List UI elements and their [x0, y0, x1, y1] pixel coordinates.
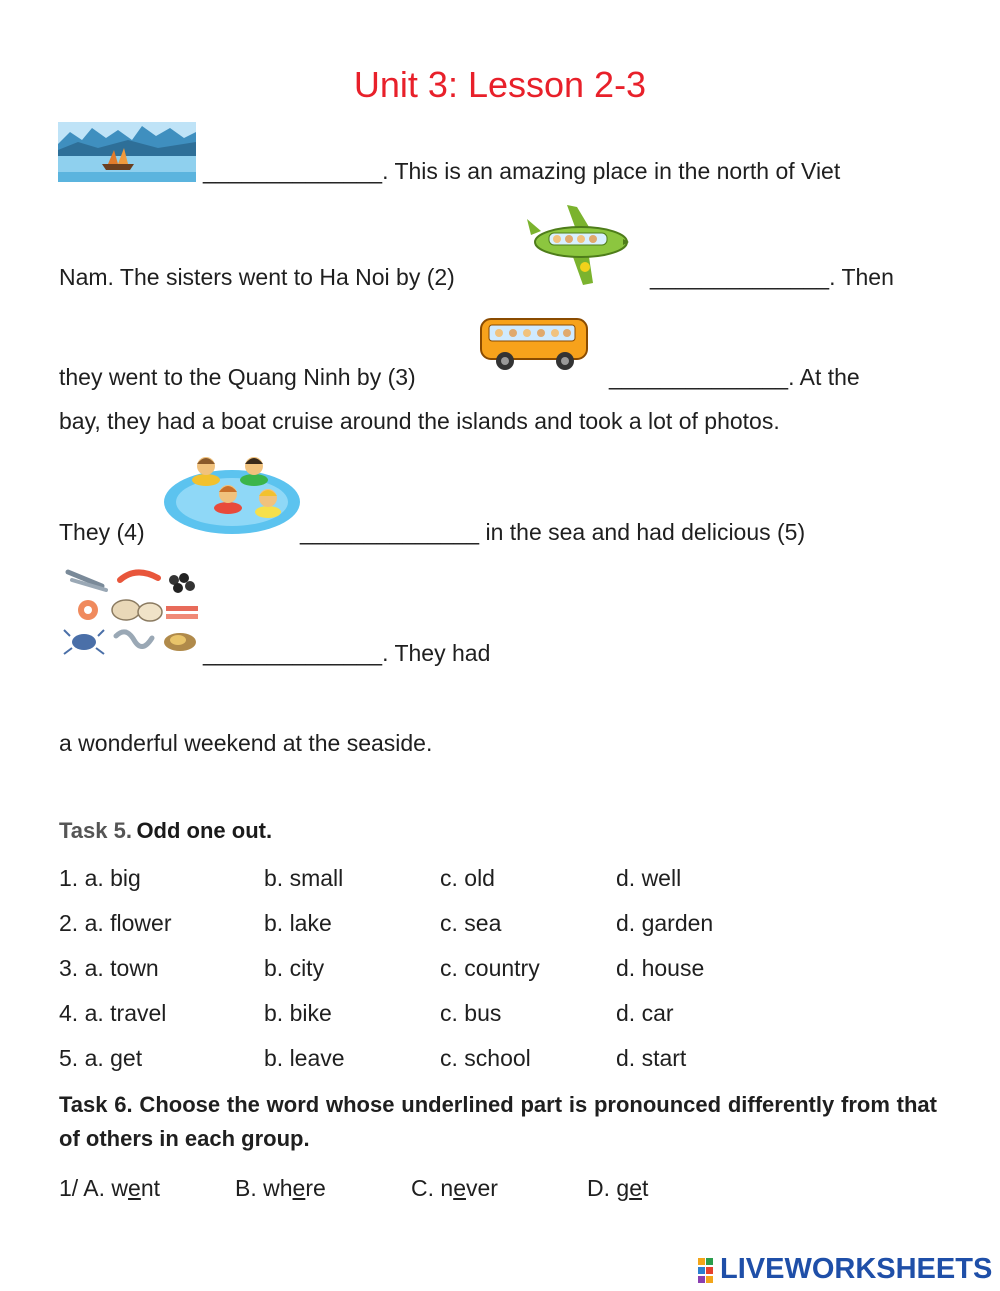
airplane-picture: [527, 205, 629, 287]
task5-q1-b[interactable]: b. small: [264, 865, 344, 891]
ha-long-bay-picture: [58, 122, 196, 182]
task5-q5-d[interactable]: d. start: [616, 1045, 687, 1071]
passage-line-2-end: . Then: [829, 264, 894, 290]
task6-q1-a-post: nt: [140, 1175, 161, 1201]
task6-q1-c-post: ver: [465, 1175, 498, 1201]
task6-q1-a[interactable]: [59, 1174, 160, 1202]
task5-q3-c[interactable]: c. country: [440, 955, 540, 981]
passage-line-1: . This is an amazing place in the north of Viet: [382, 158, 841, 184]
task5-q2-c[interactable]: c. sea: [440, 910, 502, 936]
passage-line-3: they went to the Quang Ninh by (3): [59, 364, 416, 390]
task6-q1-c[interactable]: [411, 1174, 498, 1202]
liveworksheets-logo-icon: [698, 1258, 722, 1284]
task5-q5-b[interactable]: b. leave: [264, 1045, 345, 1071]
task6-q1-b-post: re: [305, 1175, 326, 1201]
answer-blank-5[interactable]: ______________: [203, 640, 383, 666]
answer-blank-3[interactable]: ______________: [609, 364, 789, 390]
seafood-picture: [62, 566, 202, 660]
task5-q1-a[interactable]: 1. a. big: [59, 865, 141, 891]
task6-q1-d[interactable]: [587, 1174, 648, 1202]
swimming-picture: [162, 450, 302, 538]
passage-line-3-end: . At the: [788, 364, 860, 390]
task5-q1-c[interactable]: c. old: [440, 865, 495, 891]
task6-q1-d-pre: D. g: [587, 1175, 630, 1201]
task5-q1-d[interactable]: d. well: [616, 865, 682, 891]
passage-line-6-end: . They had: [382, 640, 491, 666]
bus-picture: [477, 315, 591, 373]
page-title: Unit 3: Lesson 2-3: [353, 64, 647, 105]
answer-blank-4[interactable]: ______________: [300, 519, 480, 545]
answer-blank-1[interactable]: ______________: [203, 158, 383, 184]
task5-q3-a[interactable]: 3. a. town: [59, 955, 159, 981]
passage-line-5-end: in the sea and had delicious (5): [479, 519, 806, 545]
task5-q5-c[interactable]: c. school: [440, 1045, 531, 1071]
task5-label: Task 5.: [59, 818, 132, 843]
task5-q2-b[interactable]: b. lake: [264, 910, 332, 936]
task6-q1-d-post: t: [641, 1175, 649, 1201]
passage-line-5: They (4): [59, 519, 145, 545]
task5-q3-d[interactable]: d. house: [616, 955, 705, 981]
task6-q1-b-underlined: e: [292, 1175, 306, 1201]
task6-heading: Task 6. Choose the word whose underlined part is pronounced differently from that of others in each group.: [59, 1092, 937, 1151]
task5-q2-d[interactable]: d. garden: [616, 910, 714, 936]
task6-q1-a-underlined: e: [128, 1175, 141, 1201]
task5-q4-d[interactable]: d. car: [616, 1000, 674, 1026]
task6-q1-c-pre: C. n: [411, 1175, 454, 1201]
passage-line-7: a wonderful weekend at the seaside.: [59, 730, 433, 756]
task5-q3-b[interactable]: b. city: [264, 955, 325, 981]
task6-q1-c-underlined: e: [453, 1175, 466, 1201]
task5-q4-a[interactable]: 4. a. travel: [59, 1000, 167, 1026]
task5-heading: [59, 818, 272, 844]
task6-q1-d-underlined: e: [629, 1175, 642, 1201]
task5-title: Odd one out.: [136, 818, 273, 843]
task5-q4-c[interactable]: c. bus: [440, 1000, 502, 1026]
task6-q1-b-pre: B. wh: [235, 1175, 293, 1201]
answer-blank-2[interactable]: ______________: [650, 264, 830, 290]
liveworksheets-brand[interactable]: LIVEWORKSHEETS: [720, 1253, 993, 1285]
task6-q1-b[interactable]: [235, 1174, 326, 1202]
passage-line-4: bay, they had a boat cruise around the islands and took a lot of photos.: [59, 408, 780, 434]
passage-line-2: Nam. The sisters went to Ha Noi by (2): [59, 264, 455, 290]
task6-q1-a-pre: 1/ A. w: [59, 1175, 129, 1201]
task5-q5-a[interactable]: 5. a. get: [59, 1045, 143, 1071]
task5-q2-a[interactable]: 2. a. flower: [59, 910, 172, 936]
task5-q4-b[interactable]: b. bike: [264, 1000, 332, 1026]
